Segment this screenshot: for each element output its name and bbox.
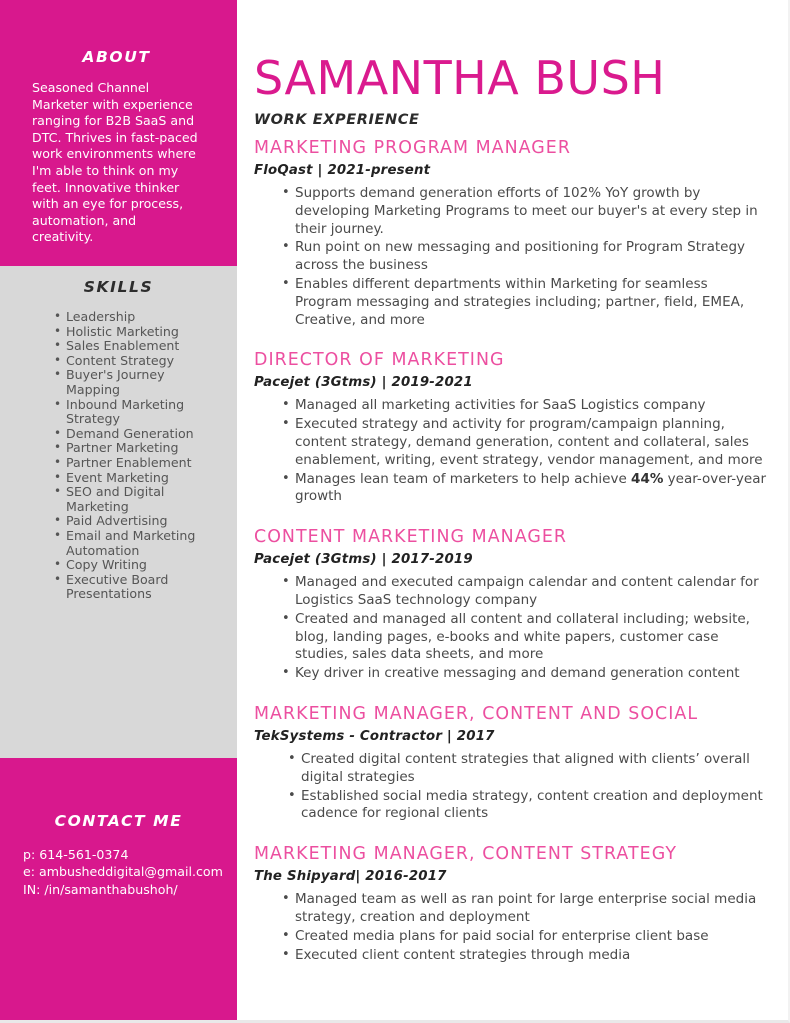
skill-item: • Demand Generation [54,427,217,442]
job-bullet: • Supports demand generation efforts of 102% YoY growth by developing Marketing Programs to meet our buyer's at every step in their journey. [282,185,768,238]
skill-item: • Executive Board Presentations [54,573,217,602]
job-bullet: • Created and managed all content and collateral including; website, blog, landing pages, e-books and white papers, customer case studies, sales data sheets, and more [282,611,768,664]
skill-item: • Inbound Marketing Strategy [54,398,217,427]
job-bullet: • Enables different departments within Marketing for seamless Program messaging and strategies including; partner, field, EMEA, Creative, and more [282,276,768,329]
job-company-dates: TekSystems - Contractor | 2017 [254,728,495,744]
job-bullet: • Executed client content strategies through media [282,947,768,965]
job-bullet: • Managed and executed campaign calendar and content calendar for Logistics SaaS technology company [282,574,768,610]
contact-linkedin[interactable]: IN: /in/samanthabushoh/ [23,881,178,897]
skills-list [20,310,217,602]
skill-item: • Sales Enablement [54,339,217,354]
job-entry [254,350,768,506]
job-title: MARKETING MANAGER, CONTENT STRATEGY [254,844,678,865]
job-company-dates: FloQast | 2021-present [254,163,431,178]
skill-item: • Event Marketing [54,471,217,486]
job-bullet: • Manages lean team of marketers to help achieve 44% year-over-year growth [282,471,768,507]
job-bullet-list [254,185,768,329]
job-bullet: • Created digital content strategies that aligned with clients’ overall digital strategies [288,751,768,787]
job-entry [254,704,768,823]
job-title: MARKETING MANAGER, CONTENT AND SOCIAL [254,703,699,724]
job-bullet: • Created media plans for paid social for enterprise client base [282,928,768,946]
contact-phone[interactable]: p: 614-561-0374 [23,847,129,862]
skill-item: • Partner Marketing [54,441,217,456]
skill-item: • Partner Enablement [54,456,217,471]
job-title: DIRECTOR OF MARKETING [254,350,505,371]
contact-details [20,846,223,898]
job-bullet: • Managed all marketing activities for SaaS Logistics company [282,397,768,415]
contact-panel [0,758,237,1023]
job-entry [254,527,768,683]
skill-item: • Leadership [54,310,217,325]
sidebar [0,0,237,1023]
job-bullet-list [254,574,768,683]
contact-email[interactable]: e: ambusheddigital@gmail.com [23,864,223,880]
job-bullet: • Managed team as well as ran point for large enterprise social media strategy, creation and deployment [282,891,768,927]
job-entry [254,844,768,964]
job-bullet-list [254,891,768,964]
job-bullet: • Run point on new messaging and positioning for Program Strategy across the business [282,239,768,275]
skill-item: • Holistic Marketing [54,325,217,340]
skills-heading: SKILLS [83,278,154,296]
skill-item: • Buyer's Journey Mapping [54,368,217,397]
job-bullet: • Executed strategy and activity for program/campaign planning, content strategy, demand generation, content and collateral, sales enablement, writing, event strategy, vendor management, and more [282,416,768,469]
skills-panel [0,266,237,758]
job-bullet: • Established social media strategy, content creation and deployment cadence for regional clients [288,788,768,824]
job-title: CONTENT MARKETING MANAGER [254,527,568,548]
skill-item: • Content Strategy [54,354,217,369]
skill-item: • Email and Marketing Automation [54,529,217,558]
job-company-dates: The Shipyard| 2016-2017 [254,869,447,885]
contact-heading: CONTACT ME [54,812,183,830]
skill-item: • Copy Writing [54,558,217,573]
skill-item: • Paid Advertising [54,514,217,529]
job-bullet-list [254,397,768,506]
job-company-dates: Pacejet (3Gtms) | 2017-2019 [254,552,473,568]
job-entry [254,138,768,329]
work-experience-label: WORK EXPERIENCE [254,112,420,128]
job-bullet-list [254,751,768,823]
about-heading: ABOUT [82,48,151,66]
work-experience-list [254,138,768,964]
job-title: MARKETING PROGRAM MANAGER [254,138,571,158]
job-bullet: • Key driver in creative messaging and demand generation content [282,665,768,683]
main-column [237,0,790,1023]
skill-item: • SEO and Digital Marketing [54,485,217,514]
job-company-dates: Pacejet (3Gtms) | 2019-2021 [254,375,473,391]
about-panel [0,0,237,266]
candidate-name: SAMANTHA BUSH [254,51,666,105]
about-text: Seasoned Channel Marketer with experience ranging for B2B SaaS and DTC. Thrives in fast-paced work environments where I'm able to think on my feet. Innovative thinker with an eye for process, automation, and creativity. [32,80,198,245]
